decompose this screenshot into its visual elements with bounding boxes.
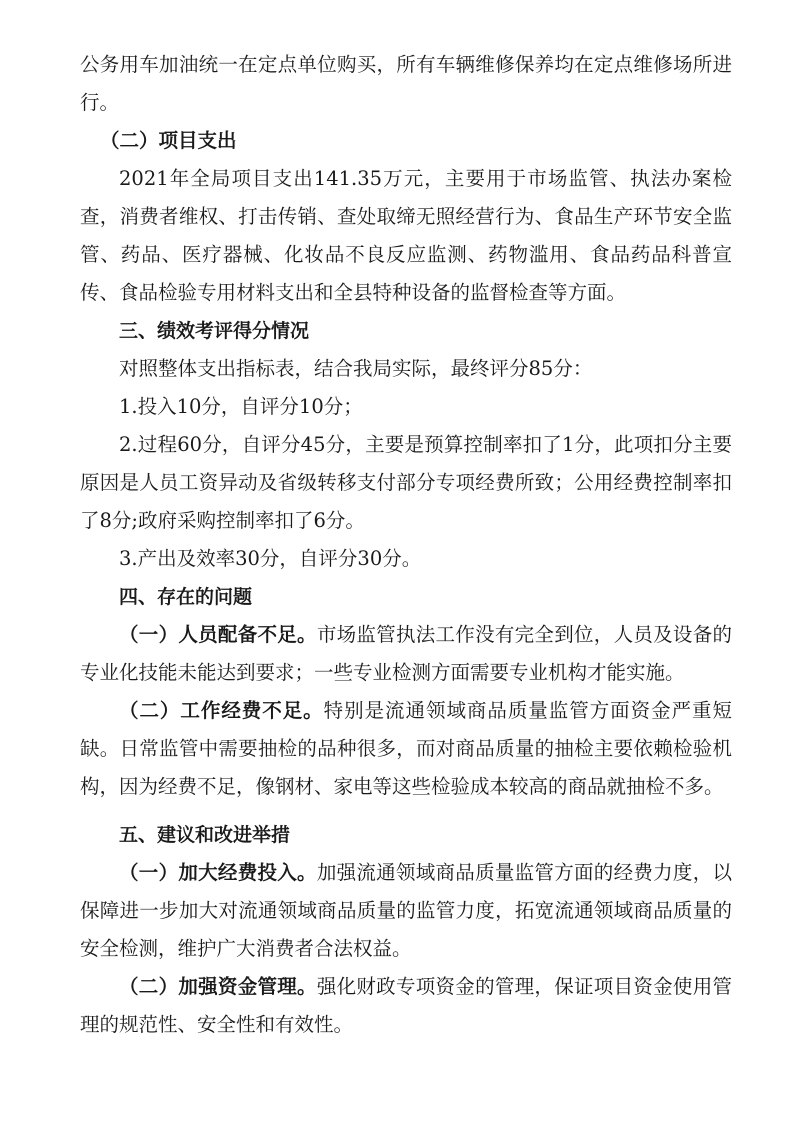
heading-existing-problems: 四、存在的问题: [119, 586, 253, 608]
suggestion-funding-lead: （一）加大经费投入。: [119, 861, 317, 884]
paragraph-score-output: 3.产出及效率30分，自评分30分。: [119, 547, 422, 570]
issue-staffing-text: 市场监管执法工作没有完全到位，人员及设备的专业化技能未能达到要求；一些专业检测方面需要专业机构才能实施。: [80, 623, 732, 684]
issue-funding-text: 特别是流通领域商品质量监管方面资金严重短缺。日常监管中需要抽检的品种很多，而对商品质量的抽检主要依赖检验机构，因为经费不足，像钢材、家电等这些检验成本较高的商品就抽检不多。: [80, 699, 732, 798]
paragraph-vehicle-fuel: 公务用车加油统一在定点单位购买，所有车辆维修保养均在定点维修场所进行。: [80, 53, 732, 114]
suggestion-management-lead: （二）加强资金管理。: [119, 975, 317, 998]
paragraph-suggestion-funding: [80, 854, 732, 968]
paragraph-issue-funding: [80, 692, 732, 806]
paragraph-project-expenditure: 2021年全局项目支出141.35万元，主要用于市场监管、执法办案检查，消费者维权、打击传销、查处取缔无照经营行为、食品生产环节安全监管、药品、医疗器械、化妆品不良反应监测、药物滥用、食品药品科普宣传、食品检验专用材料支出和全县特种设备的监督检查等方面。: [80, 167, 732, 304]
issue-funding-lead: （二）工作经费不足。: [119, 699, 324, 722]
suggestion-funding-text: 加强流通领域商品质量监管方面的经费力度，以保障进一步加大对流通领域商品质量的监管力度，拓宽流通领域商品质量的安全检测，维护广大消费者合法权益。: [80, 861, 732, 960]
paragraph-score-input: 1.投入10分，自评分10分；: [119, 395, 363, 418]
heading-suggestions: 五、建议和改进举措: [119, 824, 291, 846]
issue-staffing-lead: （一）人员配备不足。: [119, 623, 317, 646]
paragraph-issue-staffing: [80, 616, 732, 692]
paragraph-score-process: 2.过程60分，自评分45分，主要是预算控制率扣了1分，此项扣分主要原因是人员工资异动及省级转移支付部分专项经费所致；公用经费控制率扣了8分;政府采购控制率扣了6分。: [80, 433, 732, 532]
document-body: [80, 46, 732, 1044]
paragraph-suggestion-management: [80, 968, 732, 1044]
suggestion-management-text: 强化财政专项资金的管理，保证项目资金使用管理的规范性、安全性和有效性。: [80, 975, 732, 1036]
subheading-project-expenditure: （二）项目支出: [100, 129, 237, 152]
heading-performance-score: 三、绩效考评得分情况: [119, 320, 310, 342]
paragraph-score-intro: 对照整体支出指标表，结合我局实际，最终评分85分：: [119, 357, 593, 380]
